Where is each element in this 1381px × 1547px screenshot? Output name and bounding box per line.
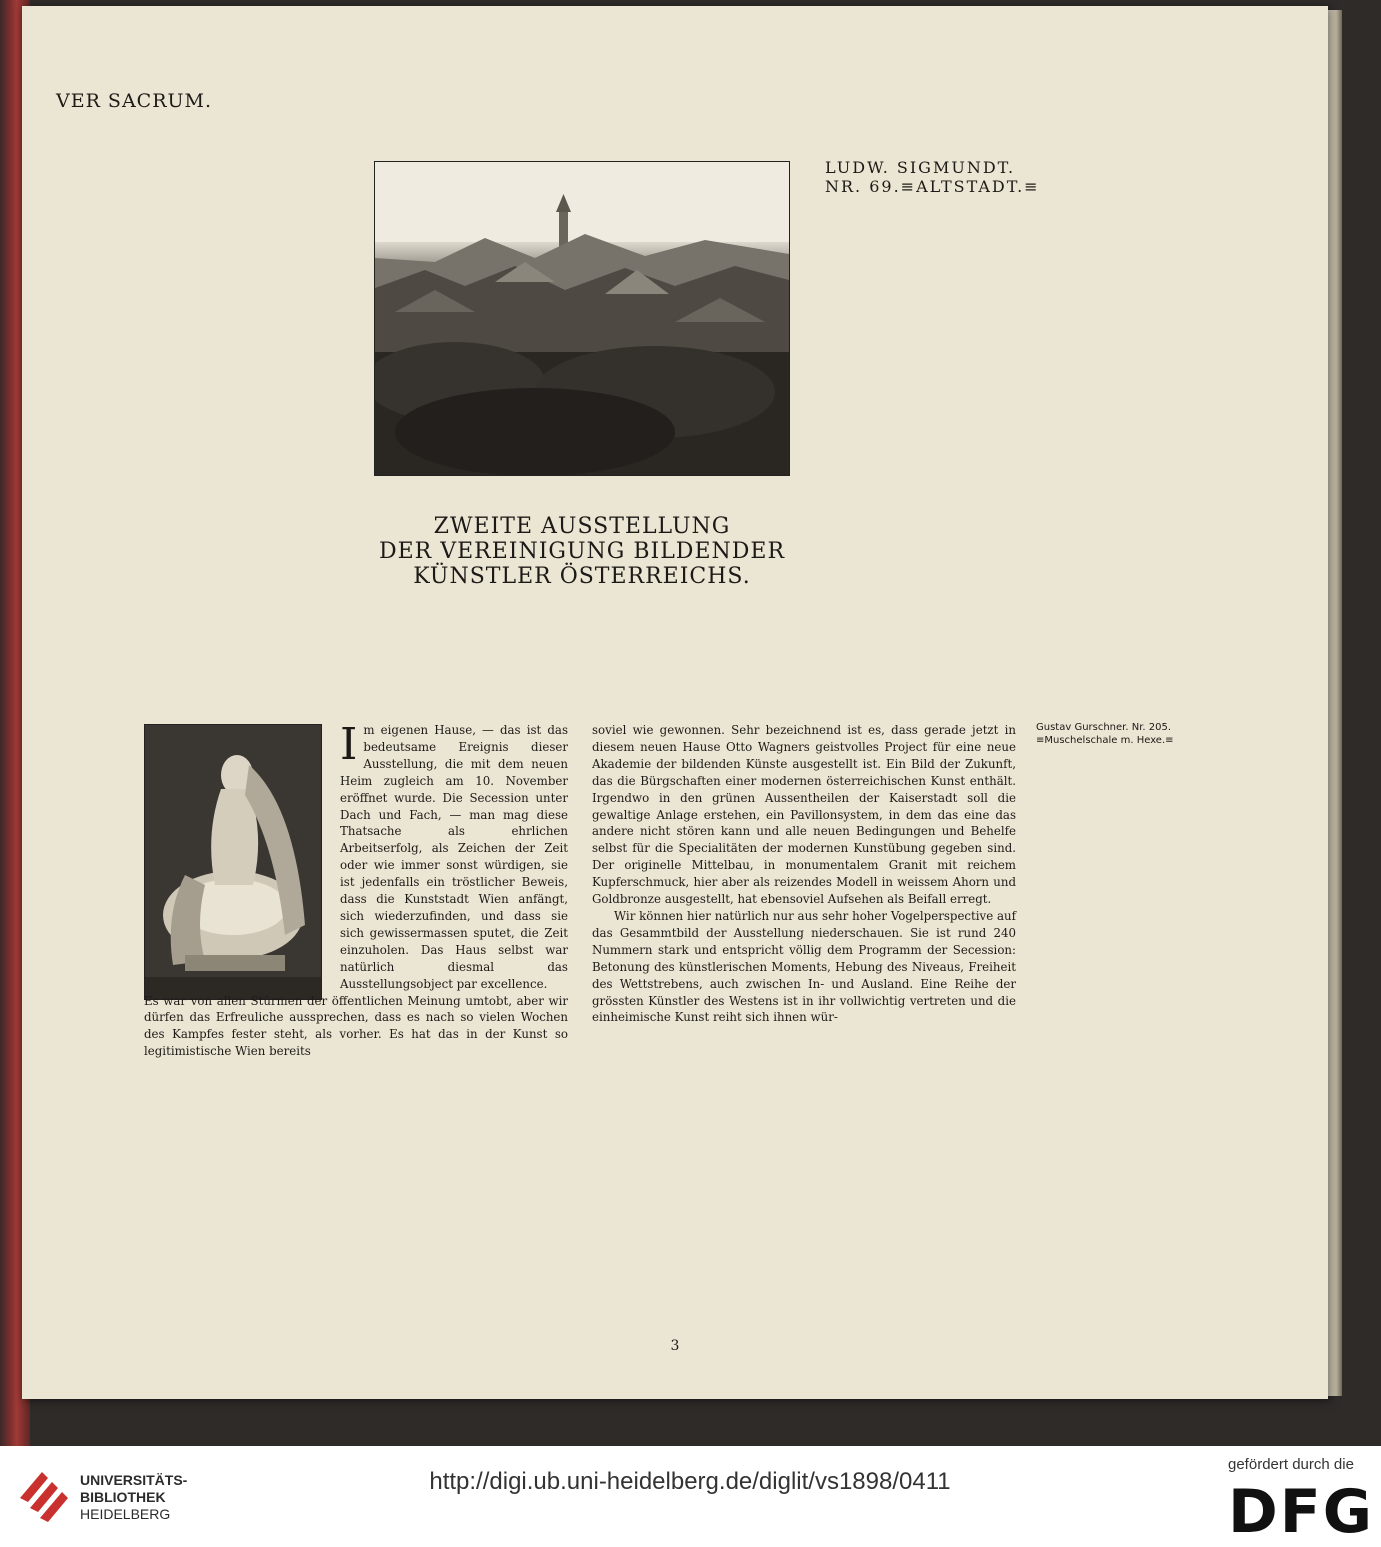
library-emblem-icon: [16, 1458, 74, 1526]
library-name-line: UNIVERSITÄTS-: [80, 1472, 188, 1488]
town-roofs-illustration: [375, 162, 789, 475]
text-column-left: [144, 719, 568, 1060]
article-title: [342, 514, 822, 589]
title-line: KÜNSTLER ÖSTERREICHS.: [413, 564, 751, 589]
magazine-page: [22, 6, 1328, 1399]
sponsor-text: gefördert durch die: [1228, 1456, 1354, 1473]
page-number: 3: [670, 1338, 680, 1354]
library-name-line: BIBLIOTHEK: [80, 1489, 166, 1505]
library-name: [80, 1472, 187, 1523]
library-name-line: HEIDELBERG: [80, 1506, 171, 1522]
intro-text: m eigenen Hause, — das ist das bedeutsame Ereignis dieser Ausstellung, die mit dem neuen Heim zugleich am 10. November eröffnet wurde. Die Secession unter Dach und Fach, — man mag diese Thatsache als ehrlichen Arbeitserfolg, als Zeichen der Zeit oder wie immer sonst würdigen, sie ist jedenfalls ein tröstlicher Beweis, dass die Kunststadt Wien anfängt, sich wiederzufinden, und dass sie sich gewissermassen sputet, die Zeit einzuholen. Das Haus selbst war natürlich diesmal das Ausstellungsobject par excellence.: [340, 723, 568, 991]
permalink-url[interactable]: http://digi.ub.uni-heidelberg.de/diglit/vs1898/0411: [429, 1468, 951, 1495]
photo-caption: [825, 158, 1040, 196]
first-paragraph-continued: Es war von allen Stürmen der öffentlichen Meinung umtobt, aber wir dürfen das Erfreuliche aussprechen, dass es nach so vielen Wochen des Kampfes fester steht, als vorher. Es hat das in der Kunst so legitimistische Wien bereits: [144, 993, 568, 1059]
title-line: ZWEITE AUSSTELLUNG: [433, 514, 731, 539]
title-line: DER VEREINIGUNG BILDENDER: [378, 539, 786, 564]
sculpture-caption-artist: Gustav Gurschner. Nr. 205.: [1036, 722, 1172, 733]
text-column-right: [592, 722, 1016, 1026]
university-library-logo[interactable]: [16, 1458, 74, 1530]
photo-caption-title: NR. 69.≡ALTSTADT.≡: [825, 177, 1040, 196]
page-edge: [1328, 10, 1342, 1396]
sculpture-caption-title: ≡Muschelschale m. Hexe.≡: [1036, 735, 1174, 746]
running-header: VER SACRUM.: [56, 90, 213, 112]
sculpture-caption: [1036, 721, 1174, 747]
photo-caption-artist: LUDW. SIGMUNDT.: [825, 158, 1016, 177]
paragraph: Wir können hier natürlich nur aus sehr hoher Vogelperspective auf das Gesammtbild der Ausstellung niederschauen. Sie ist rund 240 Nummern stark und entspricht völlig dem Programm der Secession: Betonung des künstlerischen Moments, Hebung des Niveaus, Freiheit des Wettstrebens, auch zwischen In- und Ausland. Eine Reihe der grössten Künstler des Westens ist in ihr vollwichtig vertreten und die einheimische Kunst reiht sich ihnen wür-: [592, 908, 1016, 1025]
first-paragraph-intro: [340, 719, 568, 993]
dfg-logo[interactable]: DFG: [1228, 1477, 1375, 1547]
paragraph: soviel wie gewonnen. Sehr bezeichnend ist es, dass gerade jetzt in diesem neuen Hause Otto Wagners geistvolles Project für eine neue Akademie der bildenden Künste ausgestellt ist. Ein Bild der Zukunft, das die Bürgschaften einer modernen österreichischen Kunst enthält. Irgendwo in den grünen Aussentheilen der Kaiserstadt soll die gewaltige Anlage erstehen, ein Pavillonsystem, in dem das eine das andere nicht stören kann und alle neuen Bedingungen und Behelfe selbst für die Specialitäten der modernen Kunstübung gegeben sind. Der originelle Mittelbau, in monumentalem Granit mit reichem Kupferschmuck, hier aber als reizendes Modell in weissem Ahorn und Goldbronze ausgestellt, hat ebensoviel Aufsehen als Beifall erregt.: [592, 723, 1016, 907]
altstadt-photograph: [374, 161, 790, 476]
drop-cap: I: [340, 719, 358, 770]
viewer-footer: [0, 1446, 1381, 1546]
